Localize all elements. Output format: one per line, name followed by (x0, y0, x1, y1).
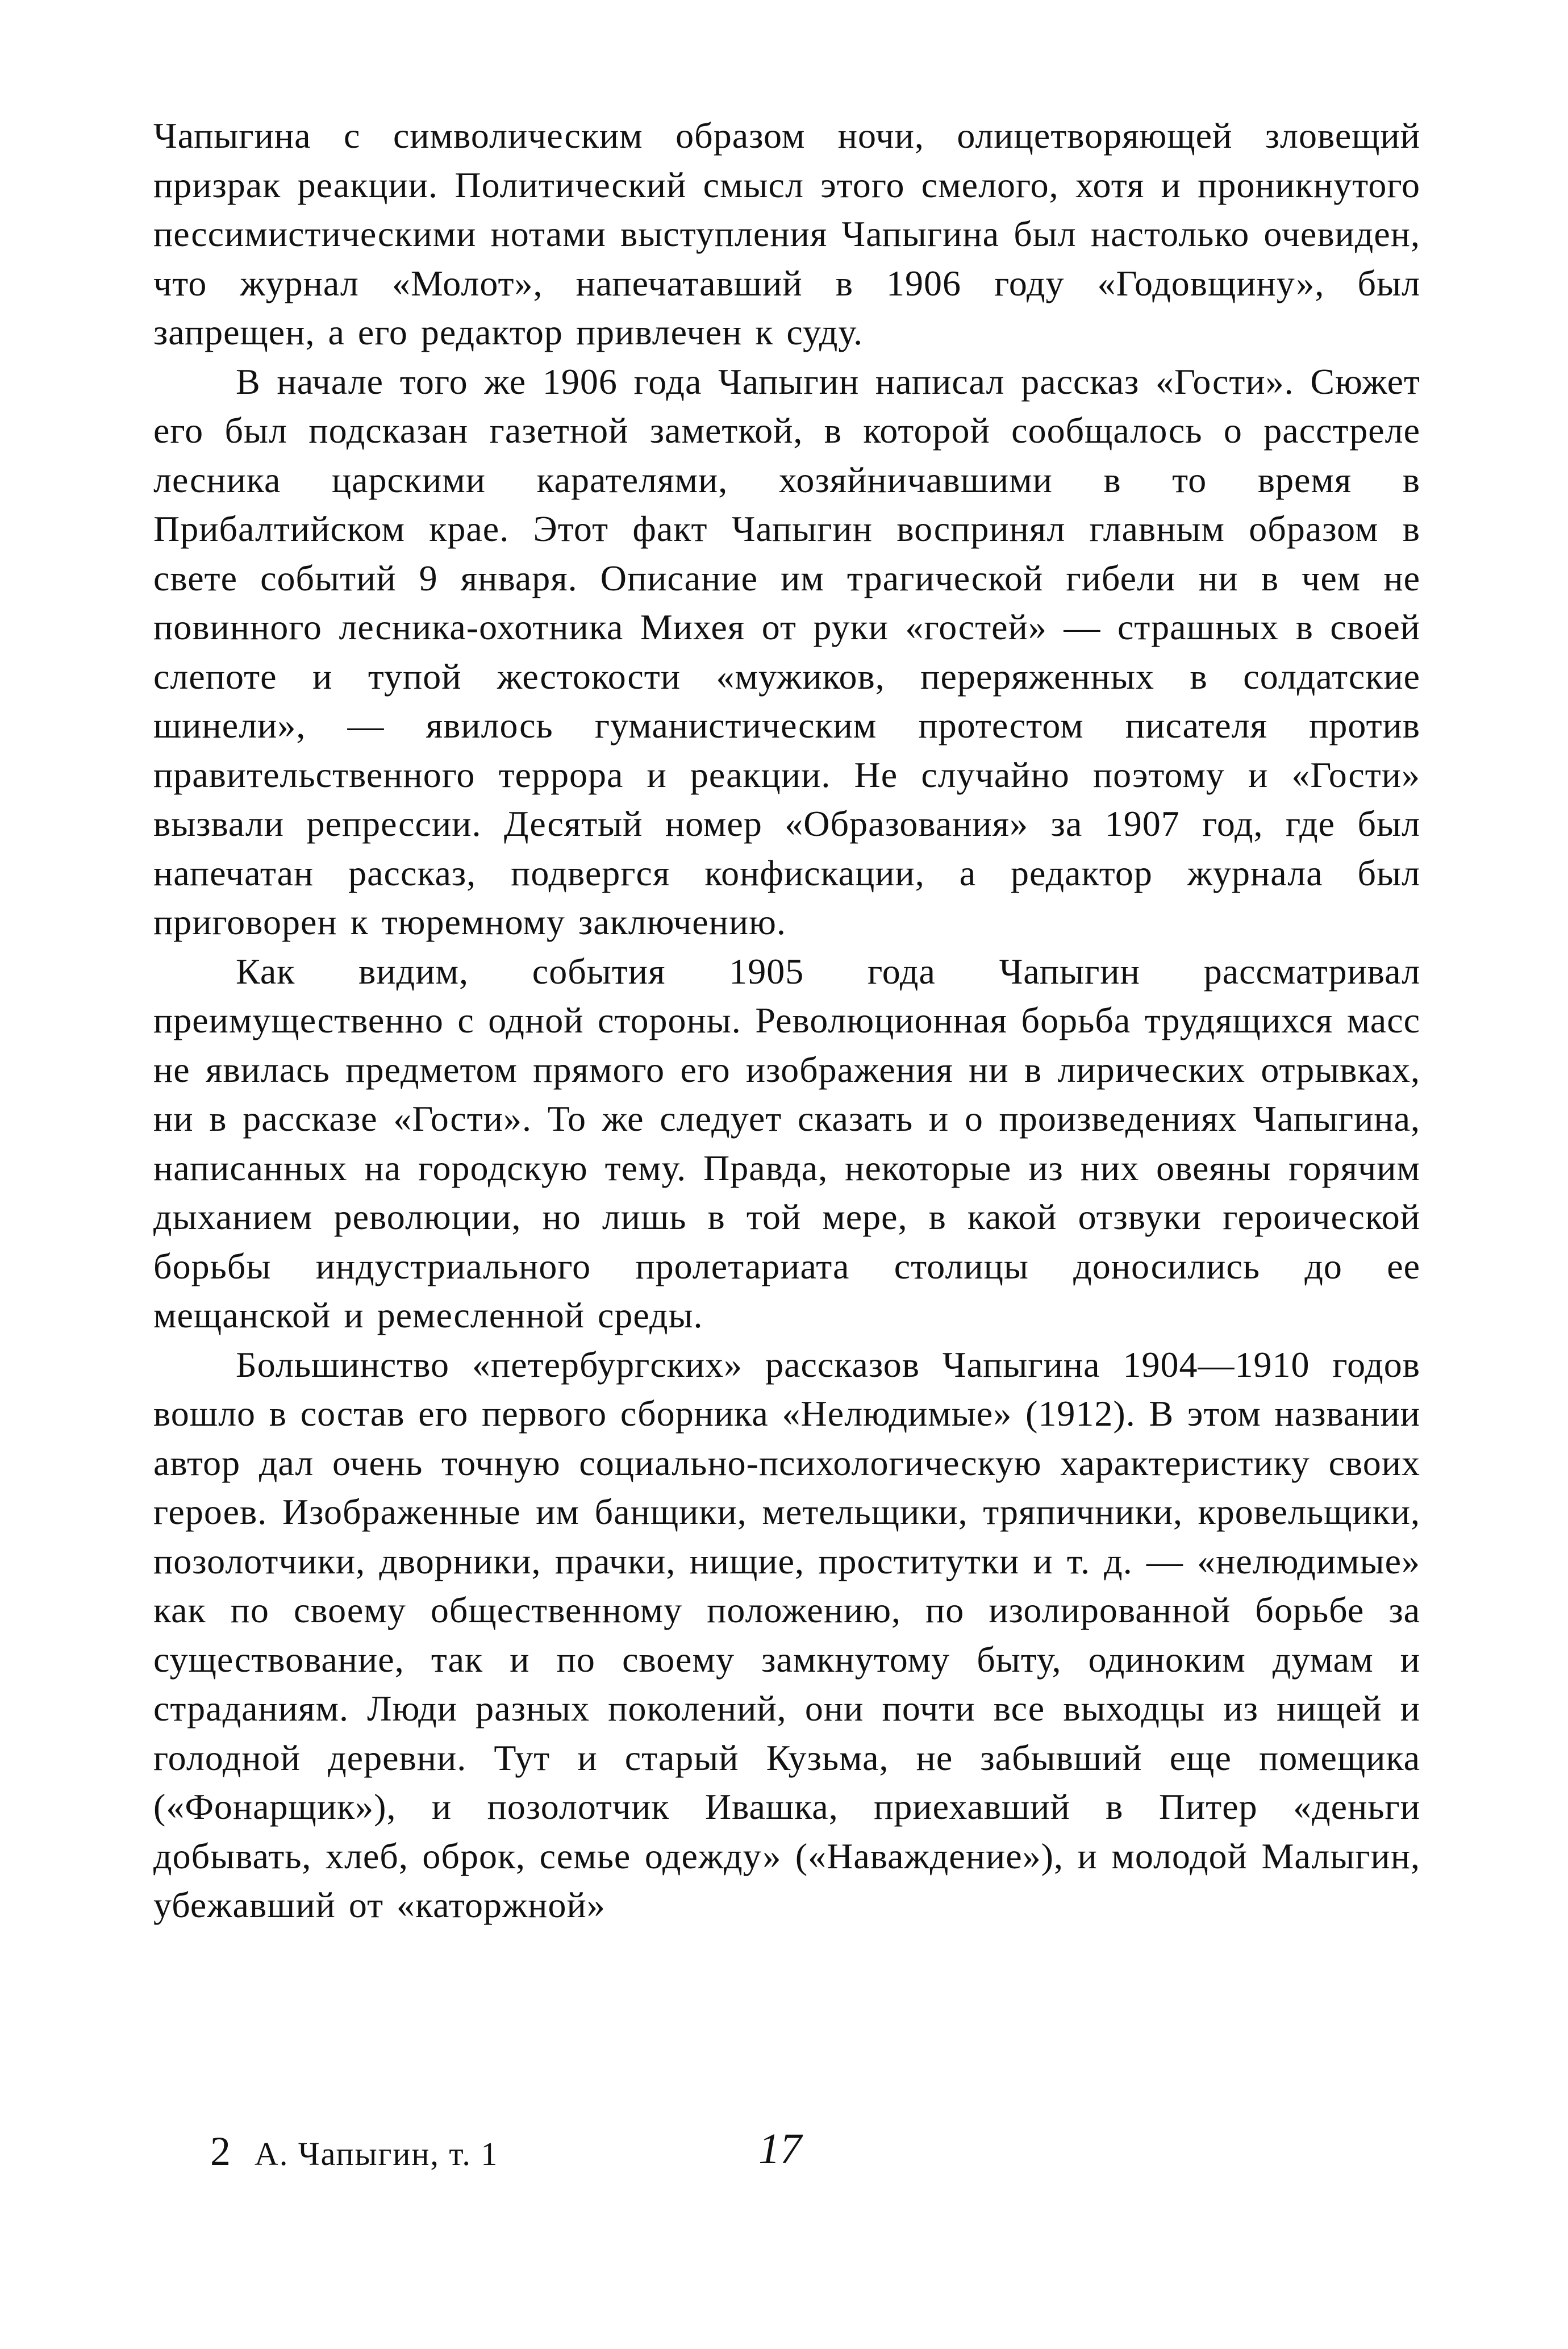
printer-signature (210, 2128, 498, 2175)
body-text (153, 111, 1420, 1930)
paragraph: Большинство «петербургских» рассказов Чапыгина 1904—1910 годов вошло в состав его первого сборника «Нелюдимые» (1912). В этом названии автор дал очень точную социально-психологическую характеристику своих героев. Изображенные им банщики, метельщики, тряпичники, кровельщики, позолотчики, дворники, прачки, нищие, проститутки и т. д. — «нелюдимые» как по своему общественному положению, по изолированной борьбе за существование, так и по своему замкнутому быту, одиноким думам и страданиям. Люди разных поколений, они почти все выходцы из нищей и голодной деревни. Тут и старый Кузьма, не забывший еще помещика («Фонарщик»), и позолотчик Ивашка, приехавший в Питер «деньги добывать, хлеб, оброк, семье одежду» («Наваждение»), и молодой Малыгин, убежавший от «каторжной» (153, 1344, 1420, 1925)
page-footer (210, 2125, 1403, 2185)
paragraph: Как видим, события 1905 года Чапыгин рассматривал преимущественно с одной стороны. Революционная борьба трудящихся масс не явилась предметом прямого его изображения ни в лирических отрывках, ни в рассказе «Гости». То же следует сказать и о произведениях Чапыгина, написанных на городскую тему. Правда, некоторые из них овеяны горячим дыханием революции, но лишь в той мере, в какой отзвуки героической борьбы индустриального пролетариата столицы доносились до ее мещанской и ремесленной среды. (153, 951, 1420, 1335)
paragraph: В начале того же 1906 года Чапыгин написал рассказ «Гости». Сюжет его был подсказан газетной заметкой, в которой сообщалось о расстреле лесника царскими карателями, хозяйничавшими в то время в Прибалтийском крае. Этот факт Чапыгин воспринял главным образом в свете событий 9 января. Описание им трагической гибели ни в чем не повинного лесника-охотника Михея от руки «гостей» — страшных в своей слепоте и тупой жестокости «мужиков, переряженных в солдатские шинели», — явилось гуманистическим протестом писателя против правительственного террора и реакции. Не случайно поэтому и «Гости» вызвали репрессии. Десятый номер «Образования» за 1907 год, где был напечатан рассказ, подвергся конфискации, а редактор журнала был приговорен к тюремному заключению. (153, 361, 1420, 942)
signature-text: А. Чапыгин, т. 1 (255, 2135, 499, 2172)
page-number: 17 (758, 2125, 802, 2173)
paragraph: Чапыгина с символическим образом ночи, олицетворяющей зловещий призрак реакции. Политический смысл этого смелого, хотя и проникнутого пессимистическими нотами выступления Чапыгина был настолько очевиден, что журнал «Молот», напечатавший в 1906 году «Годовщину», был запрещен, а его редактор привлечен к суду. (153, 115, 1420, 352)
signature-number: 2 (210, 2129, 232, 2174)
